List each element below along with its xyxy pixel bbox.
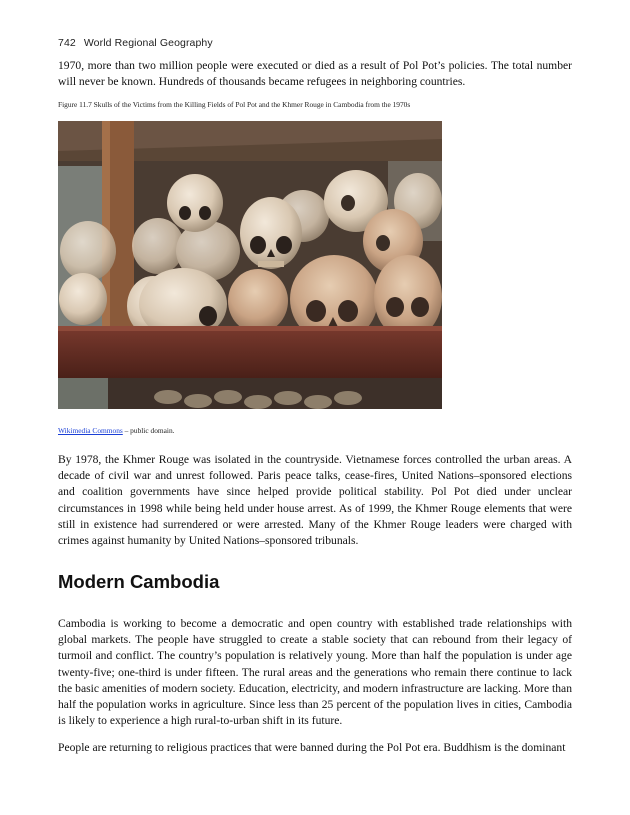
figure-caption: Figure 11.7 Skulls of the Victims from the Killing Fields of Pol Pot and the Khmer Rouge in Cambodia from the 1970s — [58, 100, 411, 109]
running-header — [58, 37, 213, 49]
skulls-photo — [58, 121, 442, 409]
page-number: 742 — [58, 37, 76, 49]
paragraph-intro: 1970, more than two million people were executed or died as a result of Pol Pot’s policies. The total number will never be known. Hundreds of thousands became refugees in neighboring countries. — [58, 59, 572, 89]
section-title: Modern Cambodia — [58, 571, 220, 592]
figure-credit — [58, 426, 175, 435]
paragraph-modern-1: Cambodia is working to become a democratic and open country with established trade relationships with global markets. The people have struggled to create a stable society that can rebound from their legacy of turmoil and conflict. The country’s population is relatively young. More than half the population is under age twenty-five; one-third is under fifteen. The rural areas and the generations who remain there continue to lack the basic amenities of modern society. Education, electricity, and modern infrastructure are lacking. More than half the population works in agriculture. Since less than 25 percent of the population lives in cities, Cambodia is likely to experience a high rural-to-urban shift in its future. — [58, 617, 572, 728]
book-title: World Regional Geography — [83, 37, 213, 49]
wikimedia-commons-link[interactable]: Wikimedia Commons — [58, 426, 123, 435]
credit-suffix: – public domain. — [122, 426, 175, 435]
paragraph-modern-2: People are returning to religious practices that were banned during the Pol Pot era. Buddhism is the dominant — [58, 741, 566, 754]
paragraph-khmer-rouge: By 1978, the Khmer Rouge was isolated in the countryside. Vietnamese forces controlled the urban areas. A decade of civil war and unrest followed. Paris peace talks, cease-fires, United Nations–sponsored elections and coalition governments have since helped provide political stability. Pol Pot died under unclear circumstances in 1998 while being held under house arrest. As of 1999, the Khmer Rouge elements that were still in existence had surrendered or were arrested. Many of the Khmer Rouge leaders were charged with crimes against humanity by United Nations–sponsored tribunals. — [58, 453, 572, 548]
